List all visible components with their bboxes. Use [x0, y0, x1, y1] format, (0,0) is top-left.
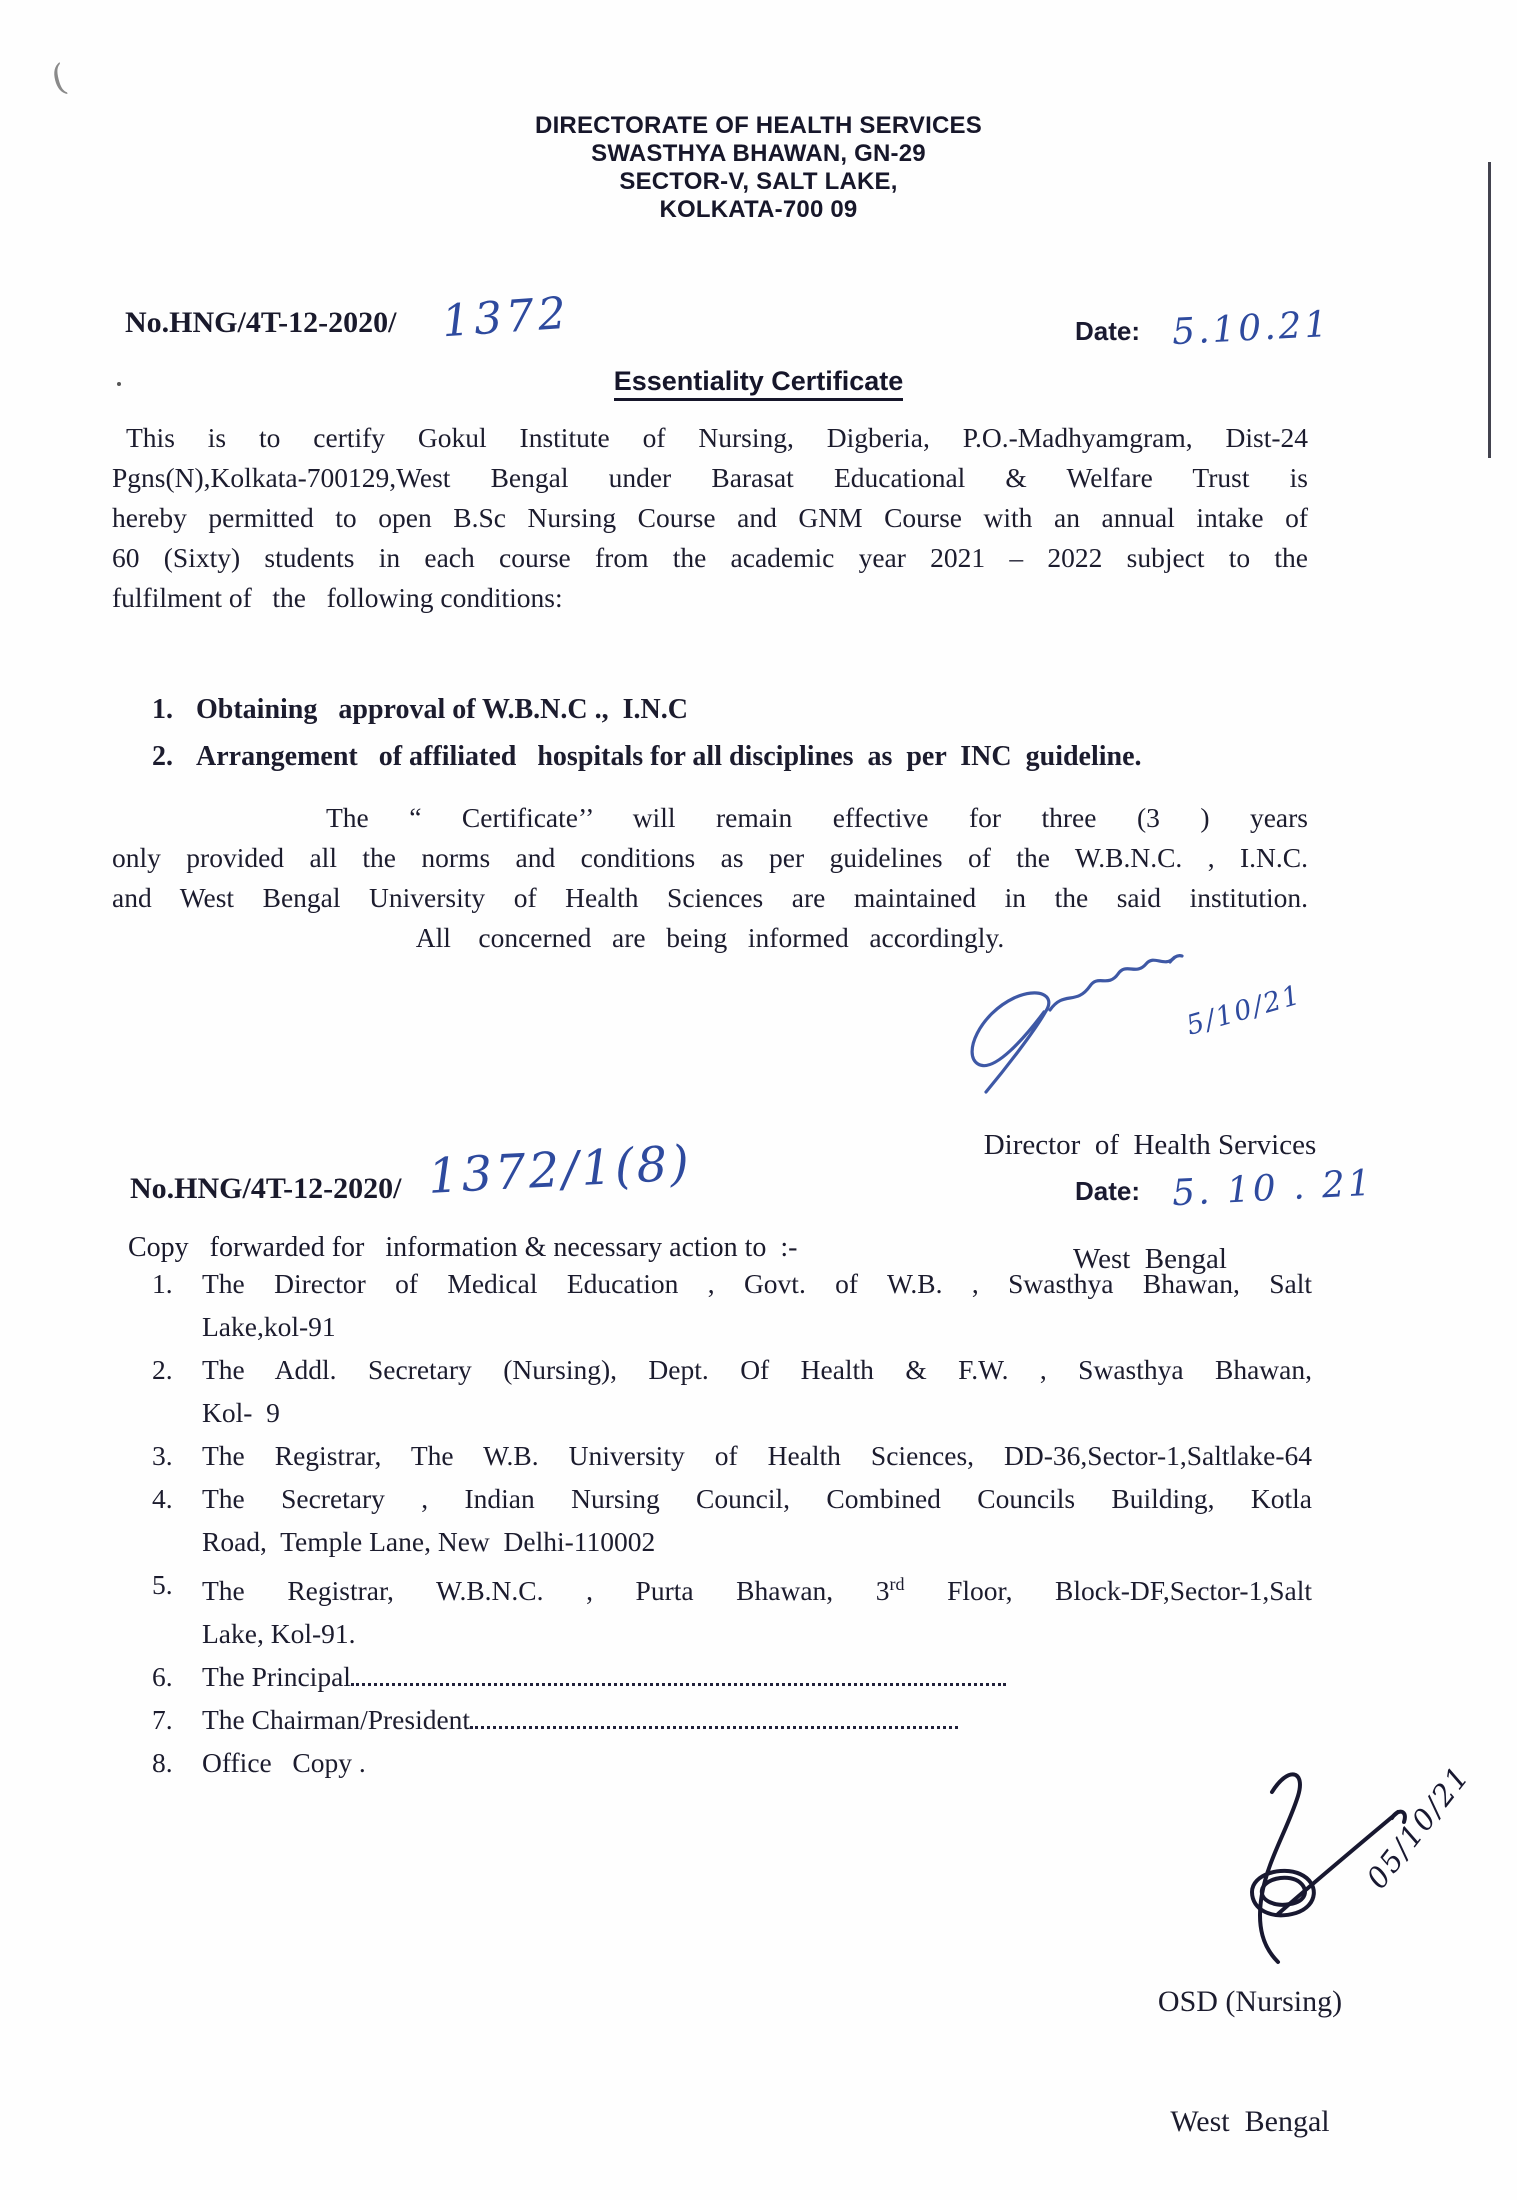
item-number: 7.	[152, 1704, 173, 1736]
date-block-top	[1075, 303, 1332, 354]
ordinal-superscript: rd	[889, 1574, 905, 1594]
conditions-list	[152, 686, 1312, 780]
director-signature-date: 5/10/21	[1183, 979, 1306, 1042]
letterhead-line2: SWASTHYA BHAWAN, GN-29	[591, 140, 926, 167]
letterhead-line4: KOLKATA-700 09	[659, 196, 858, 223]
item-text: The Addl. Secretary (Nursing), Dept. Of Health & F.W. , Swasthya Bhawan, Kol- 9	[202, 1354, 1312, 1428]
paragraph-line: only provided all the norms and conditions as per guidelines of the W.B.N.C. , I.N.C.	[112, 842, 1308, 873]
reference-number-handwritten: 1372/1(8)	[426, 1135, 694, 1205]
copy-list-item	[152, 1741, 1312, 1784]
item-text: The Chairman/President	[202, 1698, 1312, 1741]
condition-item	[152, 686, 1312, 733]
copy-list-item	[152, 1698, 1312, 1741]
copy-list-item	[152, 1477, 1312, 1563]
validity-paragraph	[112, 798, 1308, 958]
director-designation: Director of Health Services	[983, 1129, 1317, 1161]
item-text: Office Copy .	[202, 1747, 366, 1779]
item-text: The Registrar, W.B.N.C. , Purta Bhawan, 3rd Floor, Block-DF,Sector-1,Salt Lake, Kol-91.	[202, 1574, 1312, 1650]
item-text: The Director of Medical Education , Govt. of W.B. , Swasthya Bhawan, Salt Lake,kol-91	[202, 1268, 1312, 1342]
condition-text: Arrangement of affiliated hospitals for all disciplines as per INC guideline.	[196, 741, 1142, 772]
date-label: Date:	[1075, 316, 1141, 346]
director-region: West Bengal	[1073, 1243, 1227, 1275]
copy-list-item	[152, 1655, 1312, 1698]
paragraph-line: All concerned are being informed accordingly.	[415, 922, 1005, 953]
item-text: The Registrar, The W.B. University of Health Sciences, DD-36,Sector-1,Saltlake-64	[202, 1440, 1312, 1471]
item-text: The Principal	[202, 1655, 1312, 1698]
letterhead-line3: SECTOR-V, SALT LAKE,	[619, 168, 898, 195]
reference-number-printed: No.HNG/4T-12-2020/	[130, 1172, 402, 1205]
item-number: 8.	[152, 1747, 173, 1779]
condition-number: 1.	[152, 694, 173, 725]
item-text: The Secretary , Indian Nursing Council, Combined Councils Building, Kotla Road, Temple Lane, New Delhi-110002	[202, 1483, 1312, 1557]
paragraph-line: and West Bengal University of Health Sciences are maintained in the said institution.	[112, 882, 1308, 913]
copy-forwarded-list	[152, 1262, 1312, 1784]
reference-row-top	[0, 287, 1517, 366]
item-number: 6.	[152, 1661, 173, 1693]
item-number: 1.	[152, 1268, 173, 1299]
copy-list-item	[152, 1563, 1312, 1655]
date-handwritten: 5. 10 . 21	[1171, 1162, 1375, 1215]
item-number: 3.	[152, 1440, 173, 1471]
date-handwritten: 5.10.21	[1171, 303, 1332, 354]
item-number: 2.	[152, 1354, 173, 1385]
stray-pen-mark: (	[47, 56, 71, 101]
copy-list-item	[152, 1348, 1312, 1434]
condition-item	[152, 733, 1312, 780]
date-block-bottom	[1075, 1162, 1375, 1215]
osd-signature-block	[1100, 1902, 1400, 2200]
dotted-fill-line	[470, 1724, 958, 1729]
osd-region: West Bengal	[1170, 2105, 1330, 2138]
date-label: Date:	[1075, 1176, 1141, 1206]
item-number: 5.	[152, 1569, 173, 1600]
reference-number-handwritten: 1372	[440, 287, 572, 348]
copy-list-item	[152, 1262, 1312, 1348]
letterhead-line1: DIRECTORATE OF HEALTH SERVICES	[535, 112, 982, 139]
letterhead	[0, 112, 1517, 224]
reference-number-printed: No.HNG/4T-12-2020/	[125, 306, 397, 339]
condition-number: 2.	[152, 741, 173, 772]
intro-paragraph	[112, 418, 1308, 618]
document-title: Essentiality Certificate	[614, 366, 904, 401]
condition-text: Obtaining approval of W.B.N.C ., I.N.C	[196, 694, 688, 725]
paragraph-line: 60 (Sixty) students in each course from the academic year 2021 – 2022 subject to the	[112, 542, 1308, 573]
paragraph-line: hereby permitted to open B.Sc Nursing Course and GNM Course with an annual intake of	[112, 502, 1308, 533]
paragraph-line: Pgns(N),Kolkata-700129,West Bengal under Barasat Educational & Welfare Trust is	[112, 462, 1308, 493]
paragraph-line: This is to certify Gokul Institute of Nursing, Digberia, P.O.-Madhyamgram, Dist-24	[126, 422, 1308, 453]
copy-list-item	[152, 1434, 1312, 1477]
paragraph-line: fulfilment of the following conditions:	[112, 582, 563, 613]
item-number: 4.	[152, 1483, 173, 1514]
dotted-fill-line	[351, 1681, 1006, 1686]
osd-designation: OSD (Nursing)	[1157, 1985, 1343, 2018]
osd-signature-date: 05/10/21	[1359, 1758, 1477, 1896]
paragraph-line: The “ Certificate’’ will remain effective for three (3 ) years	[326, 802, 1308, 833]
copy-forwarded-heading: Copy forwarded for information & necessary action to :-	[128, 1232, 798, 1263]
